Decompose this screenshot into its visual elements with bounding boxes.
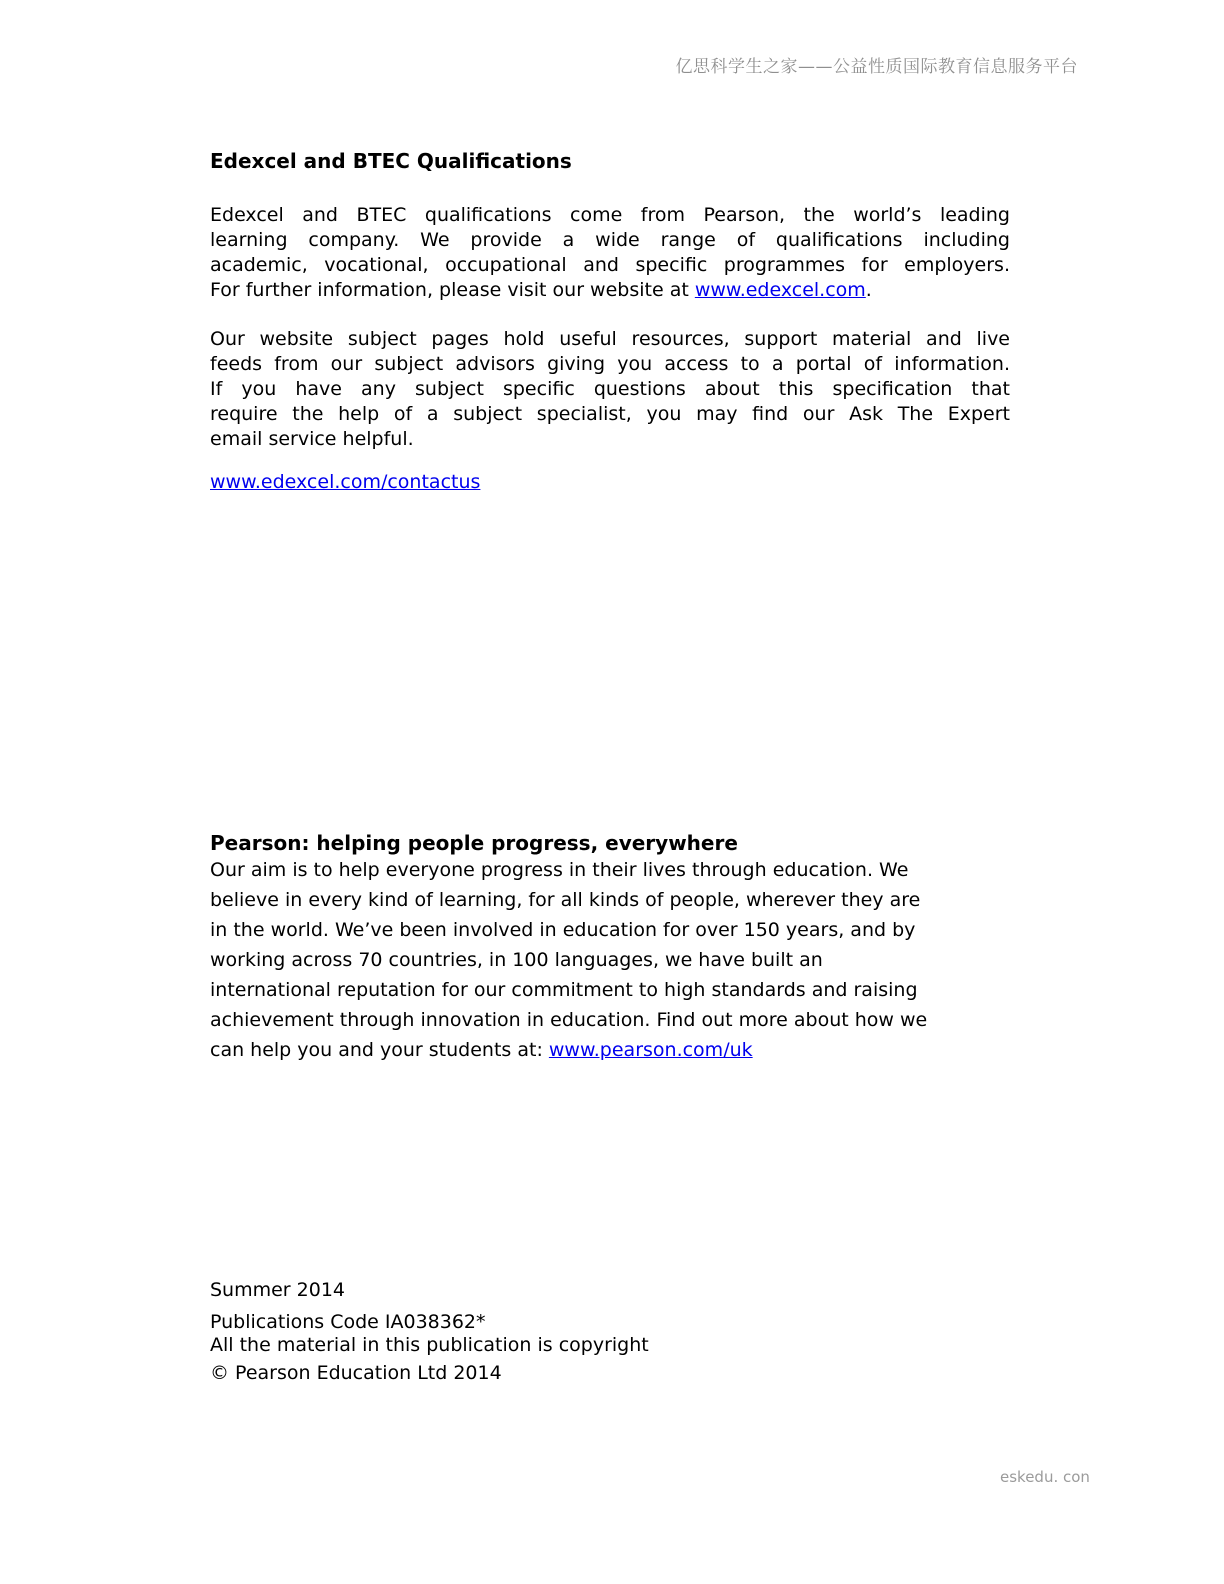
copyright-owner: © Pearson Education Ltd 2014 — [210, 1362, 502, 1384]
text-line: Our aim is to help everyone progress in their lives through education. We — [210, 859, 909, 881]
text-line: Edexcel and BTEC qualifications come from Pearson, the world’s leading — [210, 204, 1010, 226]
text-line: achievement through innovation in education. Find out more about how we — [210, 1009, 928, 1031]
text-line: Our website subject pages hold useful resources, support material and live — [210, 328, 1010, 350]
text-line: international reputation for our commitment to high standards and raising — [210, 979, 918, 1001]
publication-info-block — [210, 1278, 1010, 1386]
header-site-watermark: 亿思科学生之家——公益性质国际教育信息服务平台 — [675, 57, 1078, 77]
text-after-link: . — [865, 279, 872, 301]
contact-link-paragraph — [210, 470, 1010, 495]
publications-code: Publications Code IA038362* — [210, 1311, 486, 1333]
edexcel-contactus-link[interactable]: www.edexcel.com/contactus — [210, 471, 481, 493]
text-line: email service helpful. — [210, 428, 414, 450]
text-line: believe in every kind of learning, for all kinds of people, wherever they are — [210, 889, 921, 911]
text-line: If you have any subject specific questions about this specification that — [210, 378, 1010, 400]
text-line: feeds from our subject advisors giving you access to a portal of information. — [210, 353, 1010, 375]
subject-pages-paragraph — [210, 327, 1010, 452]
text-line-with-link — [210, 278, 1010, 303]
footer-site-watermark: eskedu. con — [1000, 1468, 1090, 1486]
text-line: working across 70 countries, in 100 languages, we have built an — [210, 949, 823, 971]
section1-heading: Edexcel and BTEC Qualifications — [210, 149, 572, 173]
pearson-mission-paragraph — [210, 855, 1010, 1065]
text-line: in the world. We’ve been involved in education for over 150 years, and by — [210, 919, 916, 941]
edexcel-intro-paragraph — [210, 203, 1010, 303]
text-line: academic, vocational, occupational and specific programmes for employers. — [210, 254, 1010, 276]
text-line: require the help of a subject specialist, you may find our Ask The Expert — [210, 403, 1010, 425]
text-before-link: can help you and your students at: — [210, 1039, 549, 1061]
copyright-notice: All the material in this publication is copyright — [210, 1334, 649, 1356]
text-line-with-link — [210, 1035, 1010, 1065]
pearson-website-link[interactable]: www.pearson.com/uk — [548, 1039, 753, 1061]
text-line: learning company. We provide a wide range of qualifications including — [210, 229, 1010, 251]
section2-heading: Pearson: helping people progress, everywhere — [210, 831, 738, 855]
edexcel-website-link[interactable]: www.edexcel.com — [694, 279, 866, 301]
text-before-link: For further information, please visit our website at — [210, 279, 695, 301]
publication-date: Summer 2014 — [210, 1279, 346, 1301]
